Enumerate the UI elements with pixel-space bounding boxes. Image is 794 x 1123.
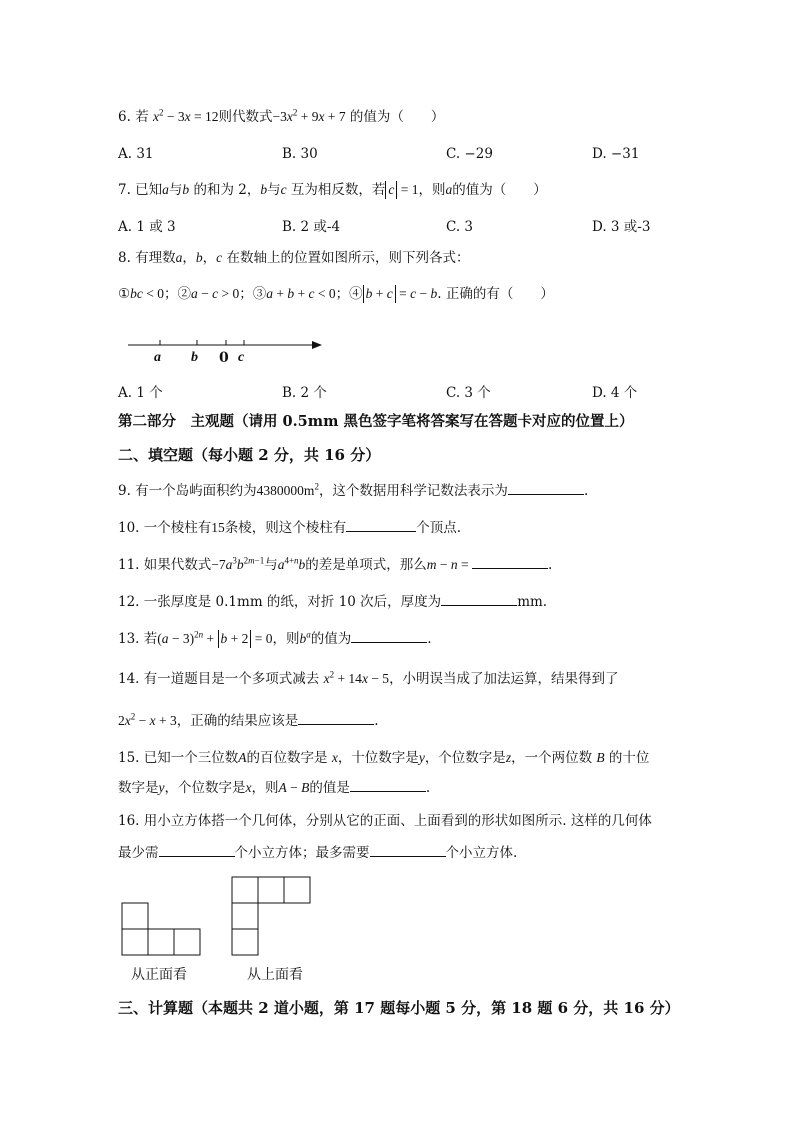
- top-view-caption: 从上面看: [247, 967, 303, 983]
- question-15: 15. 已知一个三位数A的百位数字是 x，十位数字是y，个位数字是z，一个两位数 B 的十位: [118, 750, 650, 766]
- question-7: 7. 已知a与b 的和为 2，b与c 互为相反数，若 c = 1，则a的值为（ ）: [118, 182, 547, 198]
- q6-option-b: B. 30: [282, 146, 318, 162]
- axis-label-c: c: [238, 350, 245, 365]
- question-9: 9. 有一个岛屿面积约为$4380000m^2$，这个数据用科学记数法表示为 .: [118, 481, 589, 499]
- question-11: 11. 如果代数式$-7a^3b^{2m-1}$与$a^{4+n}b$的差是单项式，那么m − n = .: [118, 555, 553, 573]
- q7-option-d: D. 3 或-3: [592, 219, 651, 235]
- section-3-heading: 三、计算题（本题共 2 道小题，第 17 题每小题 5 分，第 18 题 6 分，共 16 分）: [118, 999, 680, 1017]
- q8-option-d: D. 4 个: [592, 385, 638, 401]
- axis-label-0: 0: [219, 350, 229, 366]
- question-15-cont: 数字是y，个位数字是x，则A − B的值是 .: [118, 780, 431, 796]
- question-12: 12. 一张厚度是 0.1mm 的纸，对折 10 次后，厚度为 mm.: [118, 594, 548, 610]
- q7-option-b: B. 2 或-4: [282, 219, 341, 235]
- question-8-statements: ①bc < 0；②a − c > 0；③a + b + c < 0；④ b + c = c − b. 正确的有（ ）: [118, 286, 554, 302]
- question-16-cont: 最少需 个小立方体；最多需要 个小立方体.: [118, 845, 518, 861]
- question-6: 6. 若 $x^2 - 3x = 12$则代数式$-3x^2 + 9x + 7$ 的值为（ ）: [118, 107, 445, 125]
- q8-option-b: B. 2 个: [282, 385, 327, 401]
- q6-option-c: C. −29: [446, 146, 493, 162]
- q6-option-d: D. −31: [592, 146, 640, 162]
- front-view-caption: 从正面看: [131, 967, 187, 983]
- section-2-heading: 二、填空题（每小题 2 分，共 16 分）: [118, 446, 381, 464]
- part-2-heading: 第二部分 主观题（请用 0.5mm 黑色签字笔将答案写在答题卡对应的位置上）: [118, 413, 634, 430]
- question-16: 16. 用小立方体搭一个几何体，分别从它的正面、上面看到的形状如图所示. 这样的几何体: [118, 813, 652, 829]
- question-14: 14. 有一道题目是一个多项式减去 $x^2 + 14x - 5$，小明误当成了加法运算，结果得到了: [118, 669, 619, 687]
- question-8: 8. 有理数a，b，c 在数轴上的位置如图所示，则下列各式：: [118, 250, 470, 266]
- q7-option-a: A. 1 或 3: [118, 219, 176, 235]
- axis-label-a: a: [154, 350, 161, 365]
- axis-label-b: b: [191, 350, 198, 365]
- question-10: 10. 一个棱柱有15条棱，则这个棱柱有 个顶点.: [118, 520, 462, 536]
- question-13: 13. 若$(a - 3)^{2n} + b + 2 = 0$，则$b^a$的值为 .: [118, 629, 432, 647]
- q8-option-a: A. 1 个: [118, 385, 163, 401]
- q6-option-a: A. 31: [118, 146, 154, 162]
- q7-option-c: C. 3: [446, 219, 474, 235]
- q8-option-c: C. 3 个: [446, 385, 491, 401]
- question-14-cont: $2x^2 - x + 3$，正确的结果应该是 .: [118, 711, 379, 729]
